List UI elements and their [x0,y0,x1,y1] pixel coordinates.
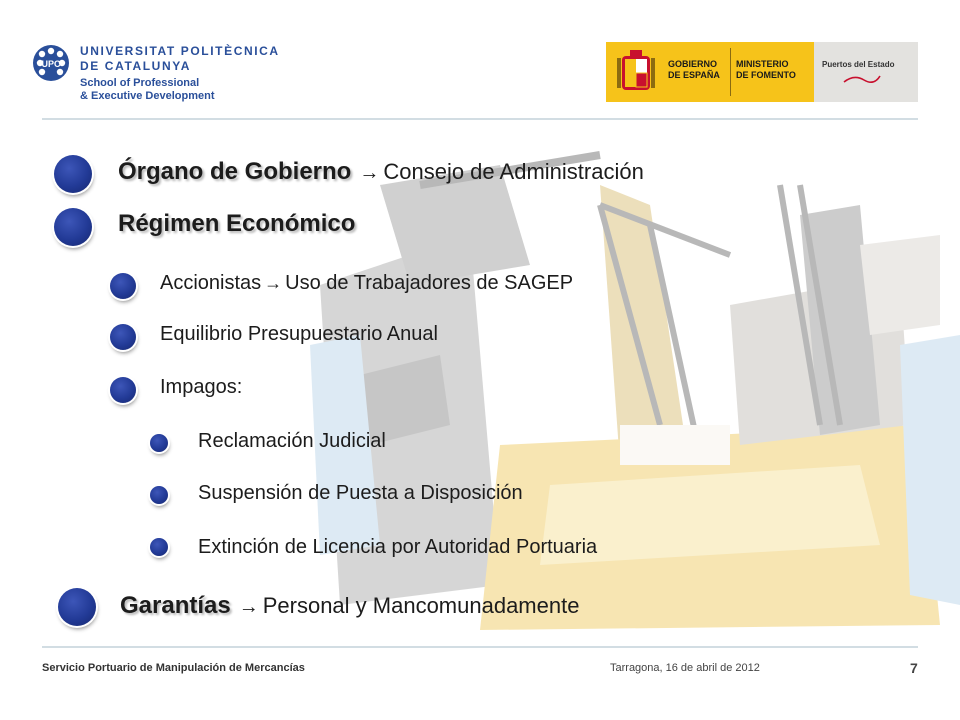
spain-coat-of-arms-icon [616,48,656,96]
bullet-icon [54,155,92,193]
subsub-extincion: Extinción de Licencia por Autoridad Portuaria [198,536,598,558]
gov-line1b: DE ESPAÑA [668,70,720,80]
upc-line2: DE CATALUNYA [80,59,191,73]
sub-equilibrio: Equilibrio Presupuestario Anual [160,323,438,345]
arrow-icon: → [238,596,259,618]
bullet-icon [110,377,136,403]
upc-sub2: & Executive Development [80,90,215,102]
arrow-icon: → [264,273,283,293]
sub-impagos: Impagos: [160,376,243,398]
footer-divider [42,646,918,648]
bullet-icon [150,538,168,556]
bullet-icon [150,434,168,452]
bullet-icon [110,273,136,299]
bullet-icon [110,324,136,350]
puertos-del-estado-text: Puertos del Estado [822,60,895,69]
bullet-icon [54,208,92,246]
gov-line2a: MINISTERIO [736,59,789,69]
item-garantias-title: Garantías [120,592,231,619]
bullet-icon [58,588,96,626]
bullet-icon [150,486,168,504]
gobierno-logo [606,42,918,102]
upc-badge-text: UPC [41,59,61,69]
footer-date: Tarragona, 16 de abril de 2012 [610,662,760,674]
upc-sub1: School of Professional [80,77,200,89]
gov-line1a: GOBIERNO [668,59,718,69]
subsub-suspension: Suspensión de Puesta a Disposición [198,482,523,504]
page-number: 7 [910,660,918,676]
puertos-panel [814,42,918,102]
item-organo-title: Órgano de Gobierno [118,158,352,185]
gov-text-gobierno [668,59,720,81]
upc-logo-icon [32,44,70,82]
gov-yellow-panel [606,42,814,102]
gov-divider [730,48,731,96]
item-regimen-title: Régimen Económico [118,210,356,237]
sub-accionistas [160,272,573,295]
puertos-wave-icon [842,72,882,86]
upc-line1: UNIVERSITAT POLITÈCNICA [80,44,280,58]
item-garantias [120,592,579,620]
gov-line2b: DE FOMENTO [736,70,796,80]
subsub-reclamacion: Reclamación Judicial [198,430,386,452]
arrow-icon: → [359,162,380,184]
sub-accionistas-label: Accionistas [160,272,262,294]
sub-accionistas-detail: Uso de Trabajadores de SAGEP [285,272,574,294]
item-organo-detail: Consejo de Administración [383,159,644,184]
port-illustration-image [300,125,960,645]
header-divider [42,118,918,120]
item-regimen-economico [118,210,355,238]
footer-service-name: Servicio Portuario de Manipulación de Mercancías [42,662,305,674]
upc-wordmark [80,44,280,103]
gov-text-ministerio [736,59,796,81]
item-garantias-detail: Personal y Mancomunadamente [262,593,580,618]
item-organo-gobierno [118,158,644,186]
